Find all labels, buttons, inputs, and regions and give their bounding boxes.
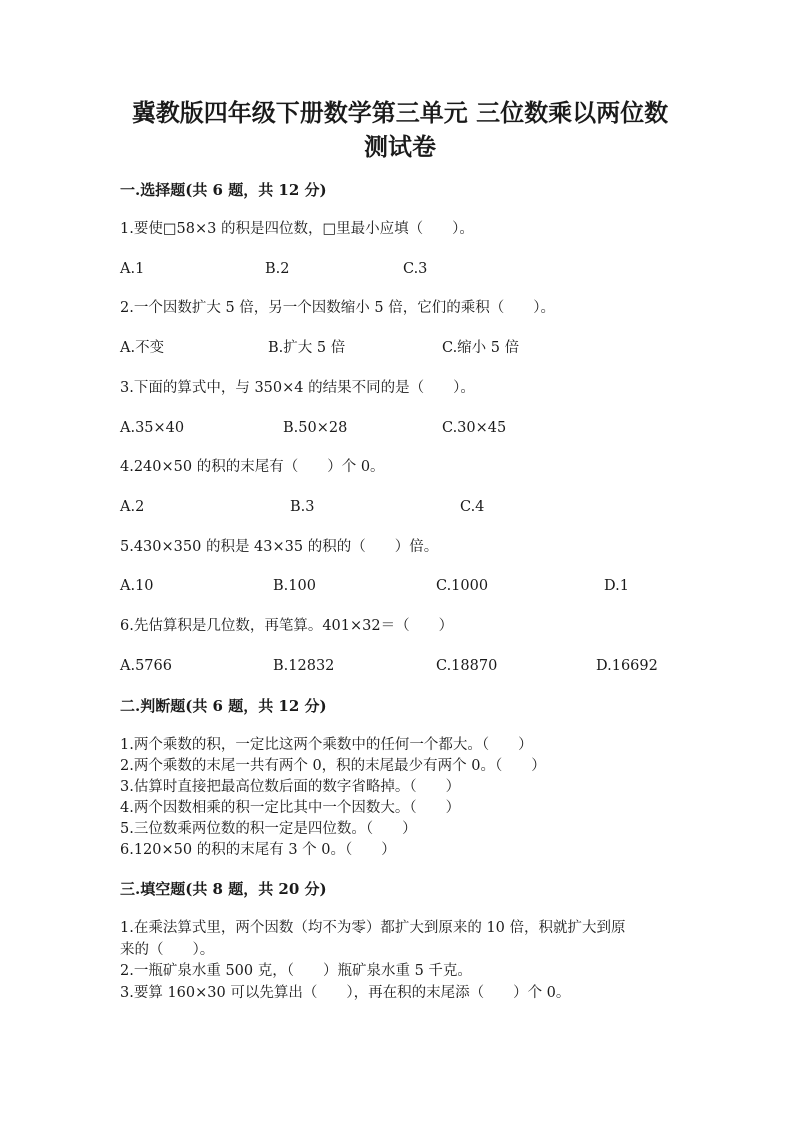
option-c: C.30×45 [442,420,507,436]
document-title-line2: 测试卷 [364,132,436,161]
option-a: A.1 [120,261,145,277]
question-text: 3.下面的算式中，与 350×4 的结果不同的是（ ）。 [120,380,475,396]
option-b: B.50×28 [283,420,348,436]
option-c: C.1000 [436,578,489,594]
option-b: B.2 [265,261,290,277]
option-c: C.缩小 5 倍 [442,340,520,356]
question-text: 4.240×50 的积的末尾有（ ）个 0。 [120,459,385,475]
judgement-item: 5.三位数乘两位数的积一定是四位数。（ ） [120,821,417,837]
section-heading-fill-blank: 三.填空题(共 8 题，共 20 分) [120,880,327,898]
option-d: D.1 [604,578,629,594]
fill-blank-item: 2.一瓶矿泉水重 500 克，（ ）瓶矿泉水重 5 千克。 [120,963,472,979]
judgement-item: 3.估算时直接把最高位数后面的数字省略掉。（ ） [120,779,461,795]
fill-blank-item: 3.要算 160×30 可以先算出（ ），再在积的末尾添（ ）个 0。 [120,985,571,1001]
judgement-item: 6.120×50 的积的末尾有 3 个 0。（ ） [120,842,396,858]
judgement-item: 4.两个因数相乘的积一定比其中一个因数大。（ ） [120,800,461,816]
option-a: A.35×40 [120,420,185,436]
fill-blank-item: 1.在乘法算式里，两个因数（均不为零）都扩大到原来的 10 倍，积就扩大到原 [120,920,626,936]
option-a: A.2 [120,499,145,515]
option-a: A.5766 [120,658,172,674]
option-b: B.扩大 5 倍 [268,340,346,356]
option-c: C.4 [460,499,485,515]
fill-blank-item-continuation: 来的（ ）。 [120,942,215,958]
option-d: D.16692 [596,658,658,674]
question-text: 6.先估算积是几位数，再笔算。401×32＝（ ） [120,618,454,634]
option-c: C.18870 [436,658,498,674]
option-c: C.3 [403,261,428,277]
document-title-line1: 冀教版四年级下册数学第三单元 三位数乘以两位数 [131,98,669,127]
judgement-item: 1.两个乘数的积，一定比这两个乘数中的任何一个都大。（ ） [120,737,533,753]
option-b: B.100 [273,578,316,594]
option-a: A.不变 [120,340,165,356]
section-heading-choice: 一.选择题(共 6 题，共 12 分) [120,181,327,199]
section-heading-judgement: 二.判断题(共 6 题，共 12 分) [120,697,327,715]
option-b: B.3 [290,499,315,515]
option-a: A.10 [120,578,154,594]
question-text: 5.430×350 的积是 43×35 的积的（ ）倍。 [120,539,439,555]
judgement-item: 2.两个乘数的末尾一共有两个 0，积的末尾最少有两个 0。（ ） [120,758,546,774]
question-text: 1.要使□58×3 的积是四位数，□里最小应填（ ）。 [120,221,474,237]
option-b: B.12832 [273,658,335,674]
question-text: 2.一个因数扩大 5 倍，另一个因数缩小 5 倍，它们的乘积（ ）。 [120,300,555,316]
